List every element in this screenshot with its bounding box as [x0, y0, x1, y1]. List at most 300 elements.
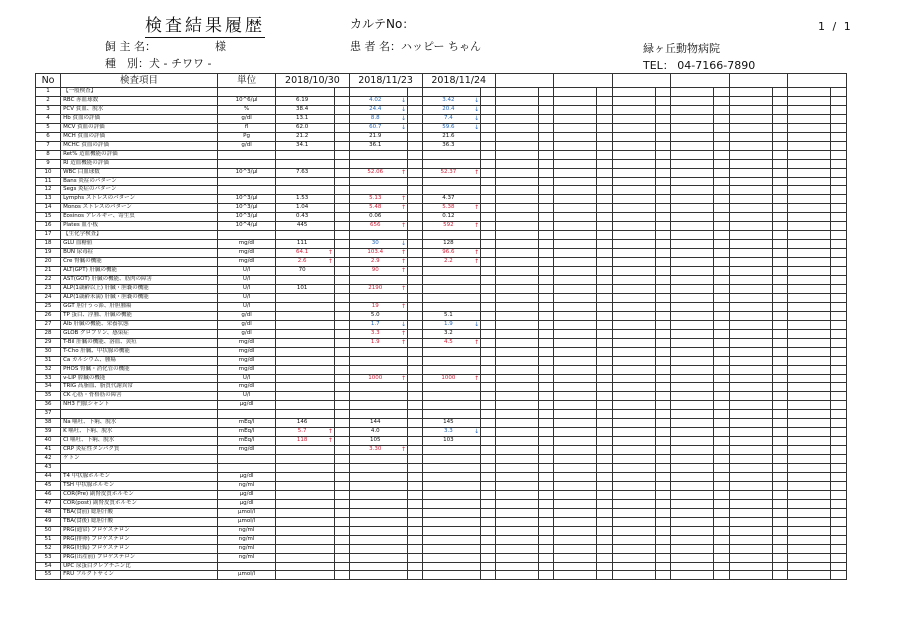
- table-row: [36, 490, 847, 499]
- arrow-down-icon: ↓: [474, 123, 480, 131]
- row-flag-cell: [334, 338, 349, 347]
- row-value-cell: [276, 517, 335, 526]
- row-flag-cell: [481, 338, 496, 347]
- row-value-cell: [422, 105, 481, 114]
- row-item-name: Hb 貧血の評価: [61, 114, 218, 123]
- row-empty-flag-cell: [655, 213, 671, 222]
- row-item-name: Cre 腎臓の機能: [61, 258, 218, 267]
- row-value-cell: [276, 123, 335, 132]
- row-empty-flag-cell: [772, 464, 788, 473]
- row-value-cell: [349, 231, 408, 240]
- row-flag-cell: [408, 499, 423, 508]
- row-flag-cell: [481, 464, 496, 473]
- row-empty-flag-cell: [714, 365, 730, 374]
- row-empty-flag-cell: [655, 365, 671, 374]
- row-empty-cell: [612, 544, 655, 553]
- row-value-cell: [422, 419, 481, 428]
- row-empty-flag-cell: [655, 329, 671, 338]
- row-flag-cell: [334, 383, 349, 392]
- row-item-name: CK 心筋・骨格筋の障害: [61, 392, 218, 401]
- row-empty-cell: [554, 186, 597, 195]
- row-empty-cell: [788, 311, 831, 320]
- row-empty-flag-cell: [597, 276, 613, 285]
- row-flag-cell: [408, 490, 423, 499]
- table-row: [36, 240, 847, 249]
- row-empty-flag-cell: [538, 562, 554, 571]
- row-empty-cell: [554, 490, 597, 499]
- row-value-cell: [422, 311, 481, 320]
- row-empty-cell: [495, 347, 538, 356]
- row-unit: U/l: [217, 284, 276, 293]
- row-empty-cell: [671, 401, 714, 410]
- row-empty-cell: [495, 276, 538, 285]
- arrow-up-icon: ↑: [400, 446, 407, 454]
- row-value-cell: [422, 535, 481, 544]
- row-unit: [217, 231, 276, 240]
- row-empty-cell: [612, 553, 655, 562]
- row-value-cell: [349, 499, 408, 508]
- row-empty-cell: [612, 374, 655, 383]
- row-empty-cell: [612, 499, 655, 508]
- row-flag-cell: [408, 141, 423, 150]
- row-flag-cell: [481, 508, 496, 517]
- row-flag-cell: [481, 365, 496, 374]
- row-flag-cell: [408, 553, 423, 562]
- row-flag-cell: [408, 96, 423, 105]
- row-empty-cell: [554, 544, 597, 553]
- row-empty-flag-cell: [831, 392, 847, 401]
- result-value: 118: [296, 437, 308, 444]
- row-number: 17: [36, 231, 61, 240]
- row-empty-flag-cell: [772, 526, 788, 535]
- row-empty-cell: [671, 276, 714, 285]
- row-number: 20: [36, 258, 61, 267]
- row-empty-flag-cell: [831, 88, 847, 97]
- row-item-name: Monos ストレスのパターン: [61, 204, 218, 213]
- species-label: 種 別：犬 - チワワ -: [105, 57, 212, 70]
- row-unit: [217, 88, 276, 97]
- row-empty-flag-cell: [655, 544, 671, 553]
- row-flag-cell: [408, 455, 423, 464]
- row-empty-flag-cell: [772, 347, 788, 356]
- row-empty-flag-cell: [714, 159, 730, 168]
- row-value-cell: [422, 222, 481, 231]
- row-empty-cell: [671, 383, 714, 392]
- table-row: [36, 293, 847, 302]
- row-flag-cell: [481, 204, 496, 213]
- row-empty-cell: [788, 96, 831, 105]
- row-value-cell: [276, 258, 335, 267]
- row-empty-cell: [788, 499, 831, 508]
- row-unit: g/dl: [217, 114, 276, 123]
- row-empty-flag-cell: [772, 114, 788, 123]
- row-empty-flag-cell: [772, 553, 788, 562]
- row-empty-flag-cell: [714, 168, 730, 177]
- row-number: 39: [36, 428, 61, 437]
- row-empty-flag-cell: [772, 535, 788, 544]
- row-empty-cell: [554, 410, 597, 419]
- row-empty-cell: [788, 571, 831, 580]
- arrow-up-icon: ↑: [400, 258, 407, 266]
- row-empty-cell: [612, 446, 655, 455]
- row-flag-cell: [481, 526, 496, 535]
- row-empty-flag-cell: [714, 508, 730, 517]
- row-flag-cell: [481, 481, 496, 490]
- row-unit: μmol/l: [217, 517, 276, 526]
- row-empty-cell: [671, 571, 714, 580]
- row-value-cell: [349, 302, 408, 311]
- row-empty-cell: [612, 96, 655, 105]
- row-flag-cell: [334, 240, 349, 249]
- result-value: 64.1: [295, 249, 309, 256]
- row-empty-flag-cell: [538, 544, 554, 553]
- row-flag-cell: [334, 150, 349, 159]
- row-flag-cell: [408, 276, 423, 285]
- result-value: 1.9: [370, 338, 380, 345]
- row-empty-flag-cell: [655, 123, 671, 132]
- row-value-cell: [276, 267, 335, 276]
- row-empty-cell: [554, 481, 597, 490]
- row-flag-cell: [408, 338, 423, 347]
- row-unit: 10^3/μl: [217, 204, 276, 213]
- result-value: 3.30: [369, 446, 382, 453]
- row-empty-cell: [495, 204, 538, 213]
- row-empty-flag-cell: [831, 159, 847, 168]
- row-empty-flag-cell: [597, 553, 613, 562]
- row-empty-cell: [788, 472, 831, 481]
- row-flag-cell: [334, 267, 349, 276]
- row-empty-flag-cell: [772, 123, 788, 132]
- row-value-cell: [276, 222, 335, 231]
- row-value-cell: [276, 329, 335, 338]
- row-value-cell: [276, 168, 335, 177]
- row-empty-flag-cell: [655, 464, 671, 473]
- result-value: 7.4: [444, 114, 453, 121]
- row-empty-cell: [788, 428, 831, 437]
- row-value-cell: [422, 258, 481, 267]
- row-number: 1: [36, 88, 61, 97]
- row-flag-cell: [408, 437, 423, 446]
- row-empty-cell: [671, 472, 714, 481]
- row-empty-cell: [729, 88, 772, 97]
- arrow-up-icon: ↑: [400, 338, 407, 346]
- row-flag-cell: [408, 535, 423, 544]
- row-empty-cell: [612, 311, 655, 320]
- row-unit: ng/ml: [217, 535, 276, 544]
- row-empty-flag-cell: [655, 141, 671, 150]
- row-value-cell: [349, 383, 408, 392]
- row-empty-cell: [729, 356, 772, 365]
- row-empty-cell: [495, 159, 538, 168]
- row-empty-flag-cell: [831, 114, 847, 123]
- row-empty-flag-cell: [538, 302, 554, 311]
- arrow-down-icon: ↓: [400, 240, 407, 248]
- row-empty-flag-cell: [538, 374, 554, 383]
- row-empty-flag-cell: [714, 276, 730, 285]
- row-flag-cell: [481, 123, 496, 132]
- row-value-cell: [349, 428, 408, 437]
- row-empty-cell: [729, 446, 772, 455]
- row-empty-cell: [495, 472, 538, 481]
- row-empty-cell: [612, 213, 655, 222]
- row-empty-cell: [554, 141, 597, 150]
- row-empty-flag-cell: [714, 455, 730, 464]
- row-empty-flag-cell: [714, 490, 730, 499]
- row-unit: μmol/l: [217, 508, 276, 517]
- row-flag-cell: [408, 526, 423, 535]
- row-value-cell: [276, 392, 335, 401]
- row-empty-cell: [788, 204, 831, 213]
- row-empty-flag-cell: [597, 213, 613, 222]
- row-empty-cell: [612, 356, 655, 365]
- row-number: 46: [36, 490, 61, 499]
- row-empty-cell: [554, 284, 597, 293]
- row-empty-flag-cell: [655, 472, 671, 481]
- row-empty-cell: [612, 141, 655, 150]
- row-empty-flag-cell: [655, 258, 671, 267]
- row-empty-flag-cell: [831, 374, 847, 383]
- row-value-cell: [276, 401, 335, 410]
- table-row: [36, 508, 847, 517]
- row-empty-cell: [495, 186, 538, 195]
- row-flag-cell: [481, 240, 496, 249]
- row-flag-cell: [334, 320, 349, 329]
- row-value-cell: [349, 571, 408, 580]
- row-empty-cell: [554, 526, 597, 535]
- row-empty-cell: [671, 410, 714, 419]
- row-empty-flag-cell: [772, 258, 788, 267]
- table-row: [36, 383, 847, 392]
- row-unit: mg/dl: [217, 338, 276, 347]
- row-empty-flag-cell: [597, 455, 613, 464]
- row-empty-cell: [554, 347, 597, 356]
- row-flag-cell: [408, 132, 423, 141]
- row-empty-cell: [788, 141, 831, 150]
- row-empty-flag-cell: [538, 499, 554, 508]
- row-empty-flag-cell: [831, 329, 847, 338]
- result-value: 5.1: [444, 311, 453, 318]
- row-empty-cell: [495, 284, 538, 293]
- row-empty-flag-cell: [772, 284, 788, 293]
- row-item-name: [61, 464, 218, 473]
- row-empty-flag-cell: [831, 526, 847, 535]
- row-empty-cell: [671, 490, 714, 499]
- row-empty-cell: [612, 132, 655, 141]
- arrow-down-icon: ↓: [474, 428, 480, 436]
- row-empty-flag-cell: [831, 177, 847, 186]
- table-row: [36, 374, 847, 383]
- row-empty-cell: [554, 383, 597, 392]
- row-flag-cell: [408, 329, 423, 338]
- row-empty-cell: [495, 428, 538, 437]
- row-empty-flag-cell: [538, 249, 554, 258]
- row-empty-flag-cell: [538, 472, 554, 481]
- row-flag-cell: [334, 410, 349, 419]
- row-empty-flag-cell: [714, 553, 730, 562]
- row-unit: ng/ml: [217, 526, 276, 535]
- row-flag-cell: [408, 195, 423, 204]
- row-item-name: PRG(妊娠) プロゲステロン: [61, 544, 218, 553]
- row-empty-cell: [671, 168, 714, 177]
- row-flag-cell: [481, 347, 496, 356]
- table-row: [36, 571, 847, 580]
- arrow-down-icon: ↓: [400, 320, 407, 328]
- row-number: 50: [36, 526, 61, 535]
- row-flag-cell: [334, 204, 349, 213]
- row-empty-flag-cell: [597, 96, 613, 105]
- row-unit: mg/dl: [217, 383, 276, 392]
- row-flag-cell: [334, 302, 349, 311]
- row-empty-flag-cell: [831, 419, 847, 428]
- row-empty-cell: [612, 204, 655, 213]
- row-empty-cell: [554, 374, 597, 383]
- row-empty-cell: [554, 437, 597, 446]
- row-value-cell: [276, 428, 335, 437]
- row-flag-cell: [334, 455, 349, 464]
- row-empty-cell: [554, 105, 597, 114]
- row-empty-cell: [671, 249, 714, 258]
- row-empty-flag-cell: [538, 231, 554, 240]
- row-empty-flag-cell: [655, 374, 671, 383]
- row-empty-cell: [671, 213, 714, 222]
- row-value-cell: [349, 356, 408, 365]
- row-empty-cell: [729, 392, 772, 401]
- row-value-cell: [276, 464, 335, 473]
- row-empty-flag-cell: [714, 329, 730, 338]
- row-empty-cell: [788, 114, 831, 123]
- row-value-cell: [349, 132, 408, 141]
- row-number: 49: [36, 517, 61, 526]
- row-value-cell: [276, 437, 335, 446]
- row-flag-cell: [481, 213, 496, 222]
- row-flag-cell: [408, 302, 423, 311]
- row-empty-flag-cell: [597, 159, 613, 168]
- row-flag-cell: [481, 472, 496, 481]
- row-empty-cell: [554, 499, 597, 508]
- arrow-up-icon: ↑: [474, 249, 480, 257]
- row-empty-flag-cell: [597, 168, 613, 177]
- row-empty-flag-cell: [597, 114, 613, 123]
- row-flag-cell: [334, 88, 349, 97]
- row-empty-cell: [612, 105, 655, 114]
- row-empty-cell: [554, 365, 597, 374]
- row-empty-cell: [671, 240, 714, 249]
- row-empty-flag-cell: [831, 508, 847, 517]
- row-empty-flag-cell: [655, 338, 671, 347]
- row-empty-flag-cell: [714, 88, 730, 97]
- row-value-cell: [276, 365, 335, 374]
- row-empty-cell: [554, 132, 597, 141]
- row-empty-cell: [671, 258, 714, 267]
- row-unit: [217, 464, 276, 473]
- row-empty-flag-cell: [655, 240, 671, 249]
- row-empty-flag-cell: [772, 311, 788, 320]
- row-value-cell: [349, 490, 408, 499]
- row-empty-flag-cell: [772, 159, 788, 168]
- row-value-cell: [349, 311, 408, 320]
- result-value: 6.19: [295, 96, 309, 103]
- row-value-cell: [276, 374, 335, 383]
- row-empty-flag-cell: [831, 499, 847, 508]
- row-empty-flag-cell: [597, 410, 613, 419]
- row-empty-cell: [554, 428, 597, 437]
- arrow-up-icon: ↑: [474, 168, 480, 176]
- row-number: 55: [36, 571, 61, 580]
- row-empty-flag-cell: [655, 446, 671, 455]
- row-value-cell: [422, 88, 481, 97]
- row-empty-flag-cell: [772, 231, 788, 240]
- row-flag-cell: [481, 293, 496, 302]
- row-empty-flag-cell: [772, 562, 788, 571]
- row-flag-cell: [334, 446, 349, 455]
- row-empty-flag-cell: [538, 293, 554, 302]
- row-unit: [217, 186, 276, 195]
- row-unit: g/dl: [217, 311, 276, 320]
- row-empty-cell: [495, 544, 538, 553]
- row-flag-cell: [408, 88, 423, 97]
- row-number: 4: [36, 114, 61, 123]
- row-empty-flag-cell: [831, 168, 847, 177]
- row-empty-flag-cell: [538, 88, 554, 97]
- row-number: 42: [36, 455, 61, 464]
- row-flag-cell: [334, 231, 349, 240]
- result-value: 21.2: [295, 132, 309, 139]
- row-empty-cell: [495, 213, 538, 222]
- row-empty-flag-cell: [655, 553, 671, 562]
- row-flag-cell: [334, 499, 349, 508]
- row-unit: [217, 562, 276, 571]
- row-empty-cell: [788, 544, 831, 553]
- row-value-cell: [349, 141, 408, 150]
- row-empty-cell: [671, 526, 714, 535]
- row-empty-flag-cell: [538, 150, 554, 159]
- row-number: 53: [36, 553, 61, 562]
- row-empty-flag-cell: [597, 464, 613, 473]
- row-empty-cell: [671, 544, 714, 553]
- row-unit: 10^3/μl: [217, 168, 276, 177]
- table-row: [36, 356, 847, 365]
- row-item-name: T-Cho 肝臓、甲状腺の機能: [61, 347, 218, 356]
- row-empty-flag-cell: [538, 437, 554, 446]
- row-empty-cell: [729, 240, 772, 249]
- row-empty-cell: [671, 428, 714, 437]
- row-empty-cell: [495, 437, 538, 446]
- row-empty-cell: [554, 571, 597, 580]
- row-empty-flag-cell: [597, 508, 613, 517]
- row-empty-flag-cell: [772, 105, 788, 114]
- result-value: 34.1: [295, 141, 309, 148]
- row-empty-cell: [729, 320, 772, 329]
- row-empty-flag-cell: [831, 267, 847, 276]
- table-row: [36, 302, 847, 311]
- row-empty-cell: [671, 553, 714, 562]
- row-value-cell: [276, 383, 335, 392]
- row-flag-cell: [408, 293, 423, 302]
- row-flag-cell: [408, 410, 423, 419]
- result-value: 1000: [441, 374, 456, 381]
- row-value-cell: [349, 249, 408, 258]
- row-item-name: AST(GOT) 肝臓の機能、筋肉の障害: [61, 276, 218, 285]
- row-empty-flag-cell: [831, 472, 847, 481]
- row-empty-flag-cell: [714, 213, 730, 222]
- row-empty-cell: [729, 293, 772, 302]
- row-unit: g/dl: [217, 329, 276, 338]
- row-empty-flag-cell: [714, 105, 730, 114]
- row-empty-cell: [729, 428, 772, 437]
- row-empty-flag-cell: [714, 302, 730, 311]
- row-value-cell: [349, 96, 408, 105]
- row-flag-cell: [334, 123, 349, 132]
